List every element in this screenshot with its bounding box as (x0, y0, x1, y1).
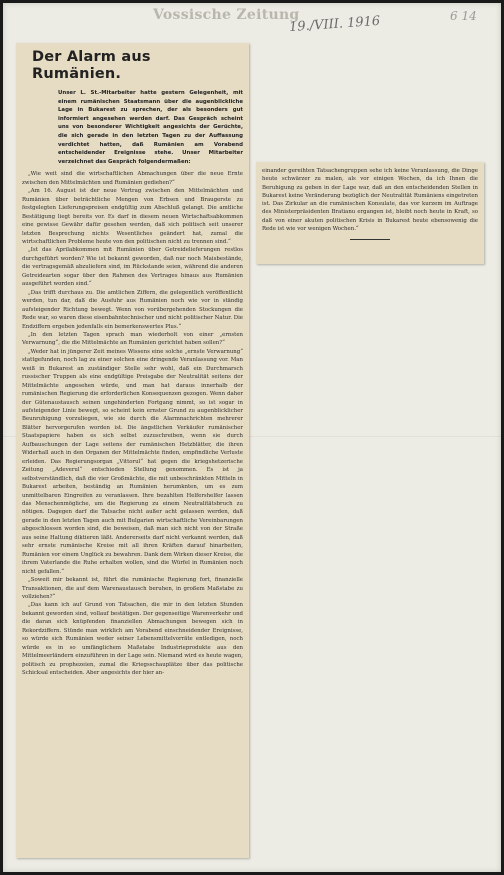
article-body (22, 170, 243, 677)
article-paragraph: „Wie weit sind die wirtschaftlichen Abmachungen über die neue Ernte zwischen den Mittelmächten und Rumänien gediehen?“ (22, 171, 243, 186)
article-paragraph: „Am 16. August ist der neue Vertrag zwischen den Mittelmächten und Rumänien über beträchtliche Mengen von Erbsen und Braugerste zu festgelegten Lieferungspreisen endgültig zum Abschluß gelangt. Die amtliche Bestätigung liegt bereits vor. Es darf in diesem neuen Wirtschaftsabkommen eine gewisse Gewähr dafür gesehen werden, daß sich politisch seit unserer letzten Besprechung nichts Wesentliches geändert hat, zumal die wirtschaftlichen Probleme heute von den politischen nicht zu trennen sind.“ (22, 188, 243, 245)
article-lead: Unser L. St.-Mitarbeiter hatte gestern Gelegenheit, mit einem rumänischen Staatsmann über die augenblickliche Lage in Bukarest zu sprechen, der als besonders gut informiert angesehen werden darf. Das Gespräch scheint uns von besonderer Wichtigkeit angesichts der Gerüchte, die sich gerade in den letzten Tagen zu der Auffassung verdichtet hatten, daß Rumänien am Vorabend entscheidender Ereignisse stehe. Unser Mitarbeiter verzeichnet das Gespräch folgendermaßen: (58, 90, 243, 165)
article-paragraph: „Das kann ich auf Grund von Tatsachen, die mir in den letzten Stunden bekannt geworden sind, vollauf bestätigen. Der gegenseitige Warenverkehr und die daran sich knüpfenden finanziellen Abmachungen bewegen sich in Rekordziffern. Stünde man wirklich am Vorabend einschneidender Ereignisse, so würde sich Rumänien weder seiner Lebensmittelvorräte entledigen, noch würde es in so umfänglichem Maßstabe Industrieprodukte aus den Mittelmeerländern einzuführen in der Lage sein. Niemand wird es heute wagen, politisch zu prophezeien, zumal die Kriegsschauplätze über das politische Schicksal entscheiden. Aber angesichts der hier an- (22, 602, 243, 677)
clipping-continuation (256, 162, 484, 264)
handwritten-page-number: 6 14 (450, 9, 477, 23)
article-continuation: einander gereihten Tatsachengruppen sehe ich keine Veranlassung, die Dinge heute schwärzer zu malen, als vor einigen Wochen, da ich Ihnen die Beruhigung zu geben in der Lage war, daß an den entscheidenden Stellen in Bukarest keine Veränderung bezüglich der Neutralität Rumäniens eingetreten ist. Das Zirkular an die rumänischen Konsulate, das vor kurzem im Auftrage des Ministerpräsidenten Bratianu ergangen ist, bleibt noch heute in Kraft, so daß von einer akuten politischen Krisis in Bukarest heute ebensowenig die Rede ist wie vor wenigen Wochen.“ (262, 168, 478, 233)
article-paragraph: „In den letzten Tagen sprach man wiederholt von einer „ernsten Verwarnung“, die die Mittelmächte an Rumänien gerichtet haben sollen?“ (22, 331, 243, 347)
handwritten-date: 19./VIII. 1916 (288, 13, 381, 36)
newspaper-masthead: Vossische Zeitung (153, 7, 300, 23)
article-headline: Der Alarm aus Rumänien. (32, 49, 151, 82)
article-paragraph: „Weder hat in jüngerer Zeit meines Wissens eine solche „ernste Verwarnung“ stattgefunden, noch lag zu einer solchen eine dringende Veranlassung vor. Man weiß in Bukarest an zuständiger Stelle sehr wohl, daß ein Durchmarsch russischer Truppen als eine endgültige Preisgabe der Neutralität seitens der Mittelmächte angesehen würde, und man hat daraus innerhalb der rumänischen Regierung die erforderlichen Konsequenzen gezogen. Wenn daher der Gütenaustausch seinen ungehinderten Fortgang nimmt, so ist sogar in aufsteigender Linie bewegt, so scheint kein ernster Grund zu augenblicklicher Beunruhigung vorzuliegen, wie sie durch die Alarmnachrichten mehrerer Blätter hervorgerufen worden ist. Die ängstlichen Verkäufer rumänischer Staatspapiere haben es sich selbst zuzuschreiben, wenn sie durch Aufbauschungen der Lage seitens der rumänischen Hetzblätter, die ihren Widerhall auch in den Organen der Mittelmächte finden, empfindliche Verluste erleiden. Das Regierungsorgan „Vittorul“ hat gegen die kriegshetzerische Zeitung „Adeverul“ entschieden Stellung genommen. Es ist ja selbstverständlich, daß die vier Großmächte, die mit unbeschränkten Mitteln in Bukarest arbeiten, beständig an Rumänien herumknten, um es zum unmittelbaren Eingreifen zu veranlassen. Ihre bezahlten Helfershelfer lassen das Menschenmögliche, um die Regierung zu einem Neutralitätsbruch zu nötigen. Dagegen darf die Tatsache nicht außer acht gelassen werden, daß gerade in den letzten Tagen auch mit Bulgarien wirtschaftliche Vereinbarungen abgeschlossen worden sind, die beweisen, daß man sich nicht von der Straße aus seine Haltung diktieren läßt. Andererseits darf nicht verkannt werden, daß sehr ernste rumänische Kreise mit all ihren Kräften darauf hinarbeiten, Rumänien vor einem Unglück zu bewahren. Dank dem Wirken dieser Kreise, die ihrem Vaterlande die Ruhe erhalten wollen, sind die Würfel in Rumänien noch nicht gefallen.“ (22, 348, 243, 575)
article-paragraph: „Ist das Aprilabkommen mit Rumänien über Getreidelieferungen restlos durchgeführt worden? Wie ist bekannt geworden, daß nur noch Maisbestände, die vertragsgemäß abzuliefern sind, im Rückstande seien, während die anderen Getreidearten sogar über den Rahmen des Vertrages hinaus aus Rumänien ausgeführt worden sind.“ (22, 247, 243, 288)
article-paragraph: „Soweit mir bekannt ist, führt die rumänische Regierung fort, finanzielle Transaktionen, die auf dem Warenaustausch beruhen, in großem Maßstabe zu vollziehen?“ (22, 577, 243, 600)
article-paragraph: „Das trifft durchaus zu. Die amtlichen Ziffern, die gelegentlich veröffentlicht werden, tun dar, daß die Ausfuhr aus Rumänien noch wie vor in ständig aufsteigender Richtung bewegt. Wenn von vorübergehenden Stockungen die Rede war, so waren diese eisenbahntechnischer und nicht politischer Natur. Die Endziffern ergeben jedenfalls ein bemerkenswertes Plus.“ (22, 289, 243, 330)
clipping-main-column (16, 43, 249, 858)
end-rule (350, 239, 390, 240)
